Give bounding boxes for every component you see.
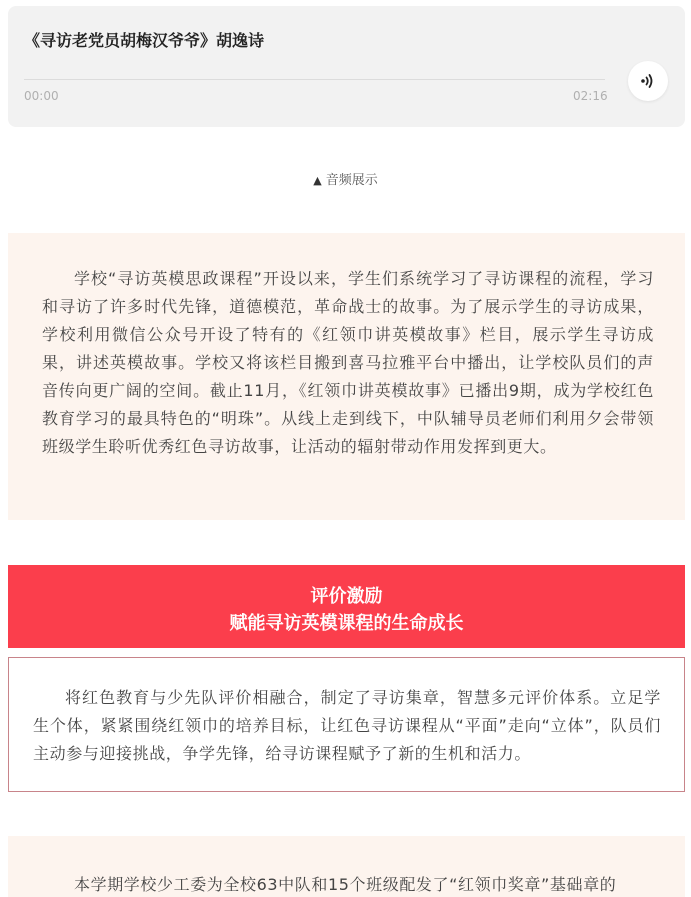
- intro-paragraph: 学校“寻访英模思政课程”开设以来，学生们系统学习了寻访课程的流程，学习和寻访了许多时代先锋，道德模范，革命战士的故事。为了展示学生的寻访成果，学校利用微信公众号开设了特有的《红领巾讲英模故事》栏目，展示学生寻访成果，讲述英模故事。学校又将该栏目搬到喜马拉雅平台中播出，让学校队员们的声音传向更广阔的空间。截止11月，《红领巾讲英模故事》已播出9期，成为学校红色教育学习的最具特色的“明珠”。从线上走到线下，中队辅导员老师们利用夕会带领班级学生聆听优秀红色寻访故事，让活动的辐射带动作用发挥到更大。: [42, 269, 654, 456]
- caption-triangle-icon: ▲: [313, 174, 322, 187]
- audio-play-button[interactable]: [628, 61, 668, 101]
- audio-current-time: 00:00: [24, 89, 59, 103]
- audio-progress-track[interactable]: [24, 79, 605, 80]
- banner-title: 评价激励: [310, 586, 383, 607]
- caption-text: 音频展示: [325, 173, 378, 188]
- intro-section: [8, 233, 685, 520]
- audio-title: 《寻访老党员胡梅汉爷爷》胡逸诗: [24, 31, 265, 50]
- evaluation-section: [8, 657, 685, 792]
- banner-subtitle: 赋能寻访英模课程的生命成长: [229, 613, 464, 634]
- audio-wave-icon: [639, 72, 657, 90]
- evaluation-paragraph: 将红色教育与少先队评价相融合，制定了寻访集章，智慧多元评价体系。立足学生个体，紧紧围绕红领巾的培养目标，让红色寻访课程从“平面”走向“立体”，队员们主动参与迎接挑战，争学先锋，给寻访课程赋予了新的生机和活力。: [33, 688, 661, 763]
- badge-section: [8, 836, 685, 897]
- badge-paragraph: 本学期学校少工委为全校63中队和15个班级配发了“红领巾奖章”基础章的: [74, 875, 617, 894]
- audio-player-card[interactable]: [8, 6, 685, 127]
- audio-caption: [0, 169, 691, 188]
- section-banner: [8, 565, 685, 648]
- audio-duration: 02:16: [573, 89, 608, 103]
